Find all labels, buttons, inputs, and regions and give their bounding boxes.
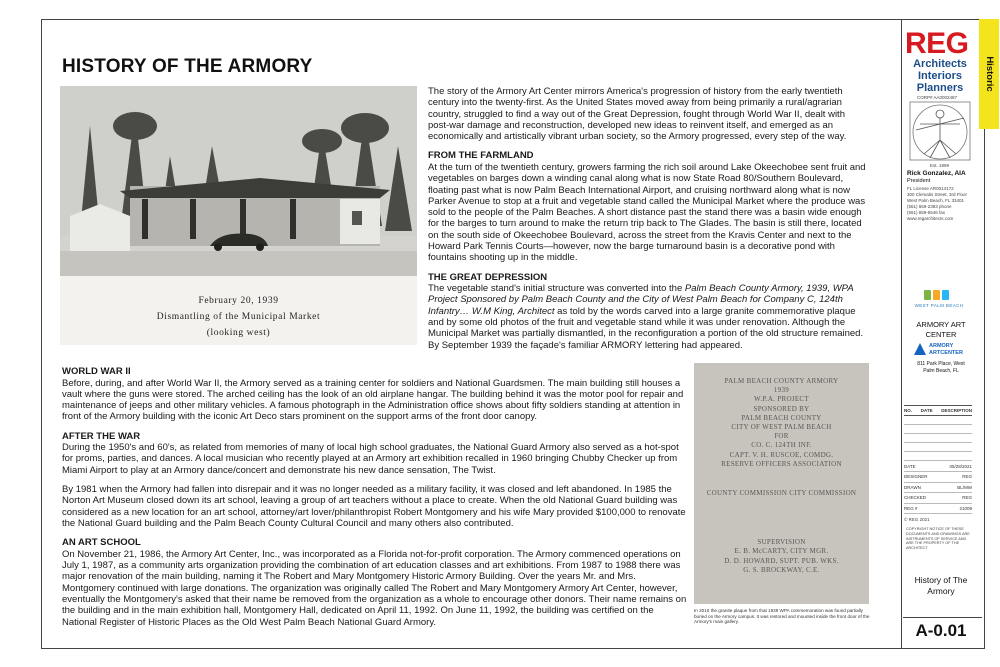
checked-label: CHECKED: [904, 495, 927, 501]
firm-line-planners: Planners: [916, 82, 964, 94]
drawn-label: DRAWN: [904, 484, 921, 490]
sheet-info-table: [904, 462, 972, 523]
sheet-number: A-0.01: [915, 621, 967, 640]
plaque-line: COUNTY COMMISSION CITY COMMISSION: [706, 489, 857, 498]
photo-caption-date: February 20, 1939: [198, 296, 279, 306]
drawn-value: BL/MW: [957, 484, 972, 490]
armory-logo-icon: [913, 342, 927, 356]
ww2-heading: WORLD WAR II: [62, 366, 131, 377]
designer-label: DESIGNER: [904, 474, 928, 480]
designer-value: REG: [962, 474, 972, 480]
info-row: [904, 472, 972, 482]
rev-desc-header: DESCRIPTION: [941, 408, 972, 413]
plaque-line: RESERVE OFFICERS ASSOCIATION: [721, 459, 842, 468]
date-value: 05/28/2021: [949, 464, 972, 469]
plaque-line: SUPERVISION: [757, 538, 806, 547]
farmland-heading: FROM THE FARMLAND: [428, 150, 534, 162]
page-title: HISTORY OF THE ARMORY: [62, 56, 313, 77]
depression-heading: THE GREAT DEPRESSION: [428, 271, 548, 283]
plaque-line: G. S. BROCKWAY, C.E.: [743, 565, 820, 574]
rev-no-header: NO.: [904, 408, 913, 413]
plaque-line: CO. C. 124TH INF.: [751, 441, 812, 450]
afterwar-paragraph-1: During the 1950's and 60's, as related from memories of many of local high school graduates, the National Guard Armory also served as a hot-spot for proms, parties, and dances. A local musician who recently played at an Armory art exhibition recalled in 1960 bringing Chubby Checker up from Miami Airport to play at an Armory dance/concert and demonstrate his new dance sensation, The Twist.: [62, 442, 679, 476]
afterwar-heading: AFTER THE WAR: [62, 430, 141, 442]
farmland-paragraph: At the turn of the twentieth century, growers farming the rich soil around Lake Okeechobee sent fruit and vegetables on barges down a winding canal along what is now State Road 80/Southern Boulevard, floating past what is now Palm Beach International Airport, and cruising northward along what is now Parker Avenue to stop at a fruit and vegetable stand called the Municipal Market where the produce was sold to the people of the Palm Beaches. A short distance past the stand there was a basin wide enough for the barges to turn around to make the return trip back to The Glades. The basin is still there, located on the south side of Okeechobee Boulevard, across the street from the Kravis Center and next to the Howard Park Tennis Courts—however, now the barge turnaround basin is a decorative pond with fountains shooting up in the middle.: [428, 161, 866, 264]
firm-line-architects: Architects: [913, 58, 967, 70]
sheet-title-line2: Armory: [927, 586, 955, 596]
market-photo-illustration: [60, 86, 417, 345]
wpb-label: WEST PALM BEACH: [914, 303, 964, 308]
depression-text-start: The vegetable stand's initial structure was converted into the: [428, 283, 685, 295]
plaque-caption: In 2010 the granite plaque from that 1939 WPA commemoration was found partially buried on the Armory campus. It was restored and mounted inside the front door of the Armory's main gallery.: [694, 608, 870, 624]
sheet-title-line1: History of The: [914, 575, 968, 585]
info-row: [904, 462, 972, 472]
plaque-line: CAPT. V. H. RUSCOE, COMDG.: [729, 450, 834, 459]
depression-paragraph: [428, 283, 868, 351]
armory-logo-line2: ARTCENTER: [929, 350, 963, 356]
history-text-upper: [428, 86, 868, 351]
plaque-quote: Palm Beach County Armory, 1939, WPA Project Sponsored by Palm Beach County and the City of West Palm Beach for Company C, 124th Infantry… W.M King, Architect: [428, 283, 854, 317]
revision-row: [904, 452, 972, 461]
photo-caption-title: Dismantling of the Municipal Market: [156, 312, 321, 322]
corp-number: CORP# AA0002487: [917, 95, 958, 100]
plaque-photo: [694, 363, 869, 604]
revision-table: [904, 405, 972, 461]
project-address-1: 811 Park Place, West: [917, 361, 965, 367]
plaque-inscription: [694, 363, 869, 575]
plaque-line: CITY OF WEST PALM BEACH: [731, 423, 832, 432]
plaque-line: E. B. McCARTY, CITY MGR.: [734, 547, 829, 556]
plaque-line: PALM BEACH COUNTY: [741, 413, 822, 422]
firm-logo: REG: [905, 27, 969, 60]
license-number: FL License AR0014172: [907, 186, 954, 191]
job-label: REG #: [904, 505, 918, 511]
firm-address-1: 300 Clematis Street, 3rd Floor: [907, 192, 968, 197]
historic-tab-label: Historic: [984, 56, 995, 92]
firm-fax: (561) 659-5546 fax: [907, 210, 946, 215]
history-text-lower: [62, 366, 688, 628]
rev-date-header: DATE: [920, 408, 933, 413]
project-name-1: ARMORY ART: [916, 320, 966, 329]
copyright: © REG 2021: [904, 517, 930, 523]
plaque-line: W.P.A. PROJECT: [754, 395, 809, 404]
historic-photo: [60, 86, 417, 345]
vitruvian-man-icon: [906, 100, 974, 162]
revision-row: [904, 425, 972, 434]
revision-header: [904, 405, 972, 416]
revision-row: [904, 434, 972, 443]
info-row: [904, 483, 972, 493]
firm-website: www.regarchitects.com: [907, 216, 954, 221]
principal-name: Rick Gonzalez, AIA: [907, 170, 966, 177]
project-name-2: CENTER: [925, 330, 957, 339]
photo-caption-direction: (looking west): [206, 328, 271, 338]
checked-value: REG: [962, 495, 972, 501]
firm-address-2: West Palm Beach, FL 33401: [907, 198, 965, 203]
firm-line-interiors: Interiors: [917, 70, 962, 82]
depression-text-end: as told by the words carved into a large granite commemorative plaque and by some old photos of the fruit and vegetable stand while it was under renovation. Although the Municipal Market was partially dismantled, in the reconfiguration a portion of the old structure remained. By September 1939 the façade's familiar ARMORY lettering had appeared.: [428, 305, 864, 351]
plaque-line: D. D. HOWARD, SUPT. PUB. WKS.: [724, 556, 839, 565]
historic-tab: [979, 19, 999, 129]
armory-logo-line1: ARMORY: [929, 343, 954, 349]
intro-paragraph: The story of the Armory Art Center mirrors America's progression of history from the early twentieth century into the twenty-first. As the United States moved away from being primarily a rural/agrarian country, struggled to find a way out of the Great Depression, fought through World War II, dealt with post-war damage and reconstruction, developed new ideas to reinvent itself, and emerged as an economically and artistically vibrant urban society, so the Armory progressed, every step of the way.: [428, 86, 847, 143]
info-row: [904, 493, 972, 503]
firm-phone: (561) 659-2383 phone: [907, 204, 952, 209]
wpb-logo-icon: [922, 289, 952, 301]
date-label: DATE: [904, 464, 916, 469]
artschool-paragraph: On November 21, 1986, the Armory Art Center, Inc., was incorporated as a Florida not-for-profit corporation. The Armory commenced operations on July 1, 1987, as a community arts organization providing the combination of art education classes and art exhibitions. From 1987 to 1988 there was major renovation of the main building, naming it The Robert and Mary Montgomery Historic Armory Building. Over the years Mr. and Mrs. Montgomery continued with large donations. The organization was originally called The Robert and Mary Montgomery Armory Art Center, however, eventually the Montgomery's asked that their name be removed from the organization as a whole to encourage other donors. Their name remains on the building and in the main exhibition hall, Montgomery Hall, dedicated on April 11, 1992. On June 11, 1992, the building was certified on the National Register of Historic Places as the Old West Palm Beach National Guard Armory.: [62, 548, 687, 628]
info-row: [904, 504, 972, 514]
revision-row: [904, 416, 972, 425]
est-year: Est. 1999: [930, 163, 950, 168]
artschool-heading: AN ART SCHOOL: [62, 537, 141, 549]
plaque-line: PALM BEACH COUNTY ARMORY: [724, 377, 839, 385]
plaque-line: SPONSORED BY: [753, 404, 810, 413]
afterwar-paragraph-2: By 1981 when the Armory had fallen into disrepair and it was no longer needed as a military facility, it was closed and left abandoned. In 1985 the Norton Art Museum closed down its art school, leaving a group of art teachers without a place to create. When the old National Guard building was considered as a new location for an art school, attorney/art lover/philanthropist Robert Montgomery and his wife Mary provided $100,000 to renovate the National Guard building and the Palm Beach County Cultural Council and many others also contributed.: [62, 484, 686, 529]
plaque-line: 1939: [773, 386, 790, 395]
job-value: 21009: [959, 505, 972, 511]
revision-row: [904, 443, 972, 452]
project-address-2: Palm Beach, FL: [923, 368, 959, 374]
plaque-line: FOR: [774, 432, 789, 441]
ww2-paragraph: Before, during, and after World War II, the Armory served as a training center for soldiers and National Guardsmen. The main building still houses a vault where the guns were stored. The arched ceiling has the look of an old airplane hangar. The building behind it was the motor pool for repair and maintenance of jeeps and other military vehicles. A famous photograph in the Administration office shows about fifty soldiers standing at attention in front of the Armory building with the iconic Art Deco stars prominent on the support arms of the front door canopy.: [62, 377, 684, 423]
principal-title: President: [907, 178, 931, 184]
copyright-notice: COPYRIGHT NOTICE OF THESE DOCUMENTS AND DRAWINGS ARE INSTRUMENTS OF SERVICE AND ARE THE PROPERTY OF THE ARCHITECT: [906, 527, 970, 551]
